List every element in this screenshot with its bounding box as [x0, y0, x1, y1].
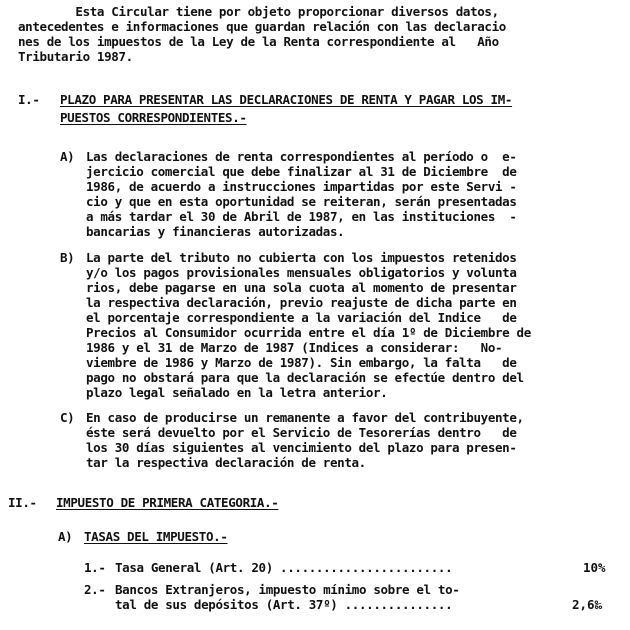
item-line: cio y que en esta oportunidad se reiteran, serán presentadas: [86, 194, 517, 209]
section-1-number: I.-: [18, 92, 40, 107]
rate-number: 1.-: [84, 560, 106, 575]
section-1-title-line: PLAZO PARA PRESENTAR LAS DECLARACIONES DE RENTA Y PAGAR LOS IM-: [60, 92, 513, 107]
section-1-title-line: PUESTOS CORRESPONDIENTES.-: [60, 110, 247, 125]
item-line: jercicio comercial que debe finalizar al 31 de Diciembre de: [86, 164, 517, 179]
rate-value: 2,6‰: [572, 597, 603, 612]
item-line: éste será devuelto por el Servicio de Tesorerías dentro de: [86, 425, 517, 440]
rate-number: 2.-: [84, 582, 106, 597]
intro-line: Tributario 1987.: [18, 49, 133, 64]
item-line: rios, debe pagarse en una sola cuota al momento de presentar: [86, 280, 517, 295]
rate-description: Tasa General (Art. 20) ........................: [115, 560, 453, 575]
item-letter: A): [60, 149, 75, 164]
rate-description: tal de sus depósitos (Art. 37º) ...............: [115, 597, 453, 612]
subsection-letter: A): [58, 529, 73, 544]
intro-line: Esta Circular tiene por objeto proporcionar diversos datos,: [18, 4, 499, 19]
item-letter: B): [60, 250, 75, 265]
item-line: En caso de producirse un remanente a favor del contribuyente,: [86, 410, 524, 425]
item-line: 1986, de acuerdo a instrucciones impartidas por este Servi -: [86, 179, 517, 194]
intro-line: nes de los impuestos de la Ley de la Renta correspondiente al Año: [18, 34, 499, 49]
item-line: bancarias y financieras autorizadas.: [86, 224, 345, 239]
intro-line: antecedentes e informaciones que guardan relación con las declaracio: [18, 19, 506, 34]
item-line: el porcentaje correspondiente a la variación del Indice de: [86, 310, 517, 325]
item-line: Las declaraciones de renta correspondientes al período o e-: [86, 149, 517, 164]
item-line: plazo legal señalado en la letra anterior.: [86, 385, 388, 400]
item-line: viembre de 1986 y Marzo de 1987). Sin embargo, la falta de: [86, 355, 517, 370]
section-2-title: IMPUESTO DE PRIMERA CATEGORIA.-: [56, 495, 279, 510]
item-line: 1986 y el 31 de Marzo de 1987 (Indices a considerar: No-: [86, 340, 503, 355]
item-line: pago no obstará para que la declaración se efectúe dentro del: [86, 370, 524, 385]
item-line: y/o los pagos provisionales mensuales obligatorios y volunta: [86, 265, 517, 280]
item-line: tar la respectiva declaración de renta.: [86, 455, 366, 470]
section-2-number: II.-: [8, 495, 37, 510]
rate-value: 10%: [583, 560, 606, 575]
item-line: La parte del tributo no cubierta con los impuestos retenidos: [86, 250, 517, 265]
item-line: a más tardar el 30 de Abril de 1987, en las instituciones -: [86, 209, 517, 224]
item-line: Precios al Consumidor ocurrida entre el día 1º de Diciembre de: [86, 325, 531, 340]
subsection-title: TASAS DEL IMPUESTO.-: [84, 529, 228, 544]
item-line: los 30 días siguientes al vencimiento del plazo para presen-: [86, 440, 517, 455]
item-letter: C): [60, 410, 75, 425]
item-line: la respectiva declaración, previo reajuste de dicha parte en: [86, 295, 517, 310]
rate-description: Bancos Extranjeros, impuesto mínimo sobre el to-: [115, 582, 460, 597]
